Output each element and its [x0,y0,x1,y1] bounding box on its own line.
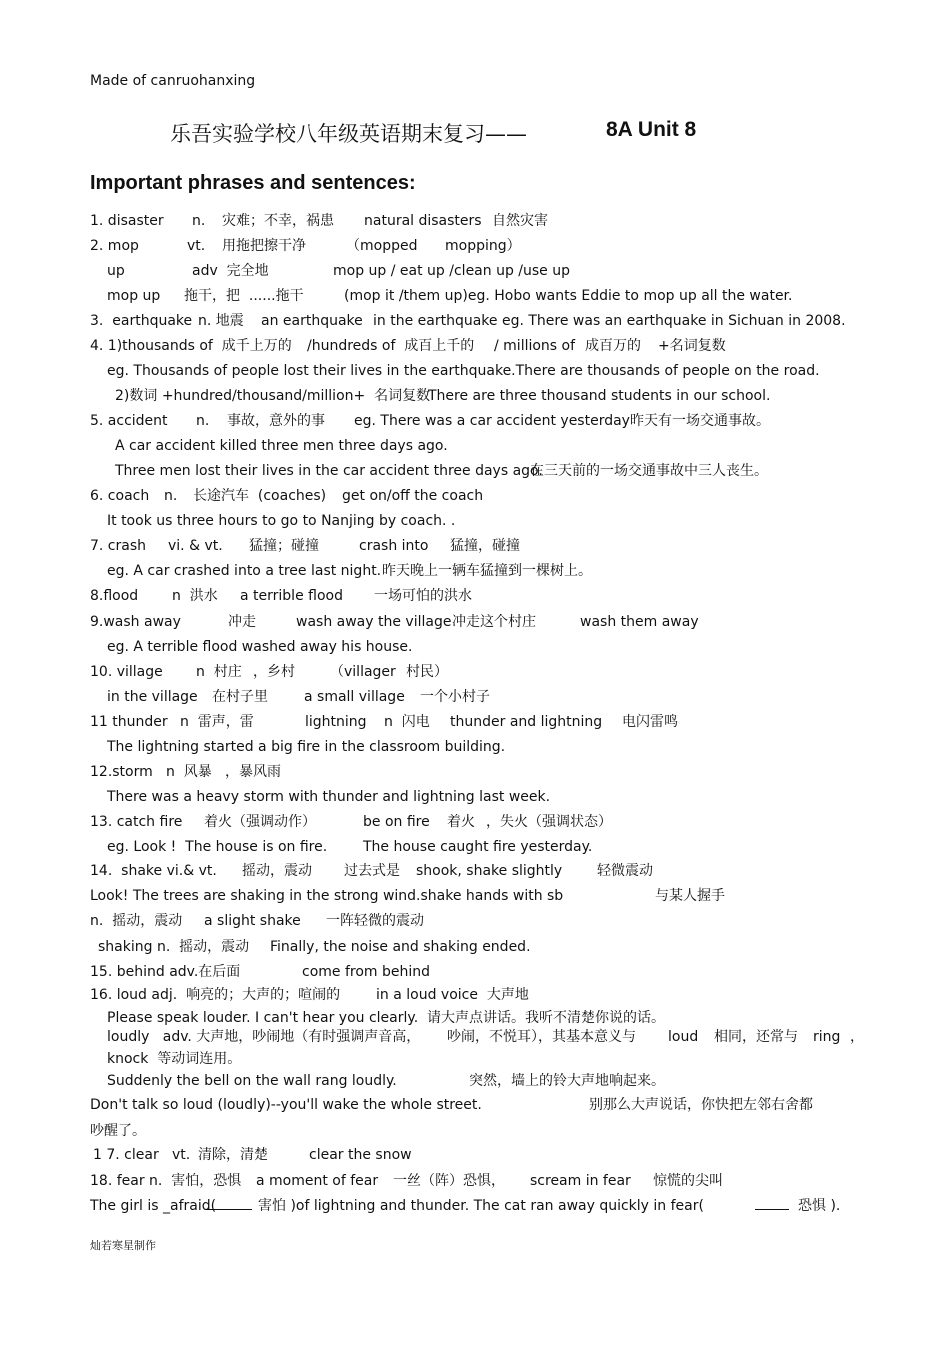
page-title-unit: 8A Unit 8 [606,118,697,141]
page-title: 乐吾实验学校八年级英语期末复习—— [170,122,527,146]
section-heading: Important phrases and sentences: [90,172,416,194]
answer-blank-afraid[interactable] [206,1197,252,1210]
footer-credit: 灿若寒星制作 [90,1239,156,1252]
answer-blank-fear[interactable] [755,1197,789,1210]
made-of-header: Made of canruohanxing [90,73,256,89]
